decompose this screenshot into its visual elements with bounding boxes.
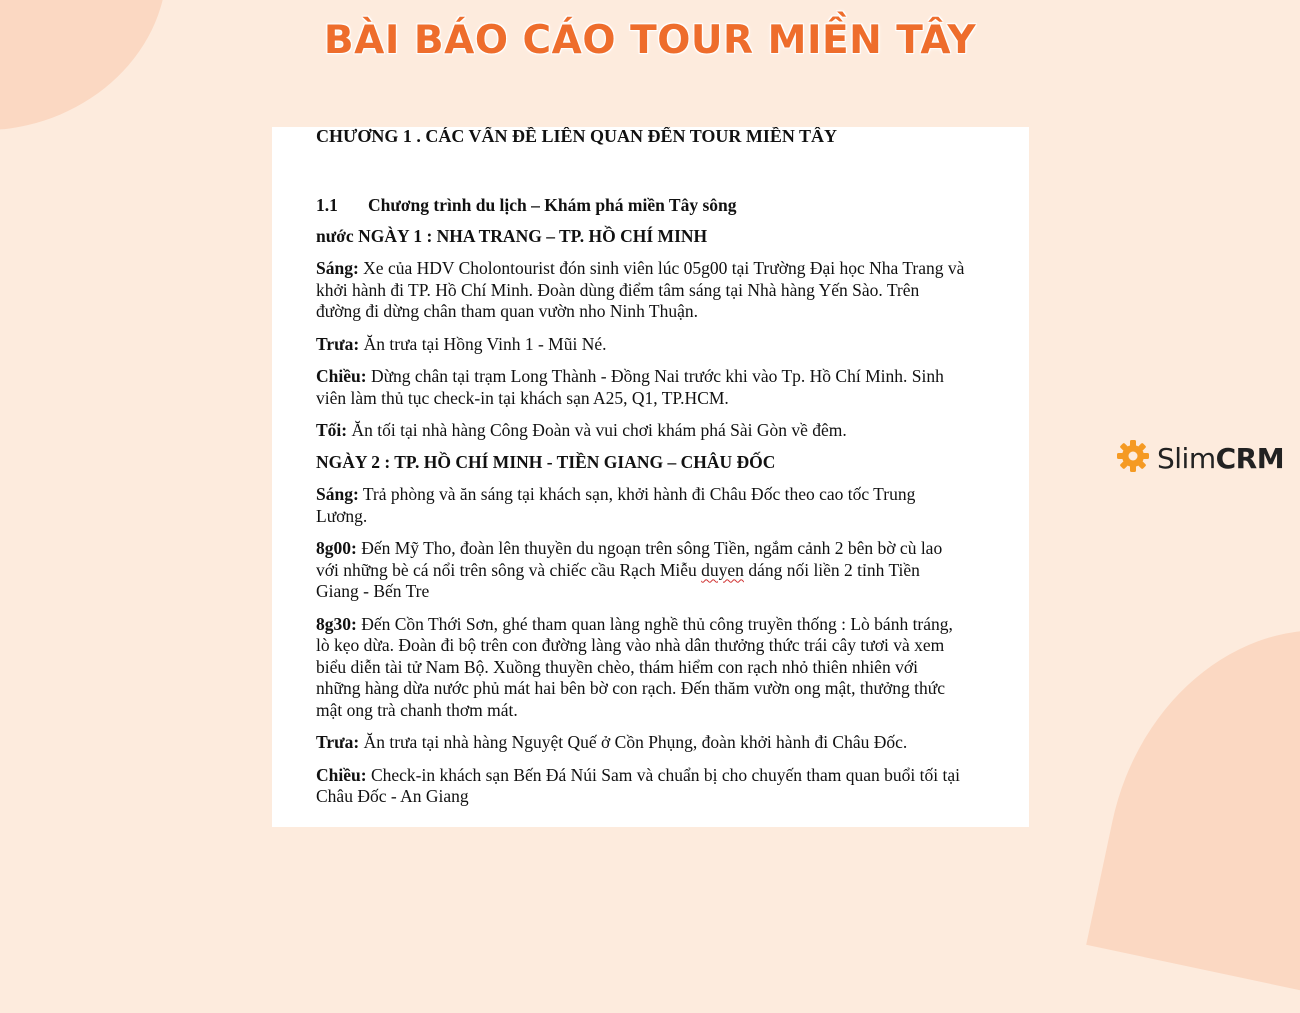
decorative-blob-bottom-right — [1086, 593, 1300, 1013]
day1-noon-text: Ăn trưa tại Hồng Vinh 1 - Mũi Né. — [359, 333, 607, 354]
day2-noon-paragraph — [316, 732, 966, 754]
page-title: BÀI BÁO CÁO TOUR MIỀN TÂY — [323, 18, 977, 63]
chapter-heading: CHƯƠNG 1 . CÁC VẤN ĐỀ LIÊN QUAN ĐẾN TOUR MIỀN TÂY — [316, 127, 838, 146]
day2-morning-text: Trả phòng và ăn sáng tại khách sạn, khởi hành đi Châu Đốc theo cao tốc Trung Lương. — [316, 484, 916, 526]
day1-noon-label: Trưa: — [316, 333, 360, 354]
day2-noon-text: Ăn trưa tại nhà hàng Nguyệt Quế ở Cồn Phụng, đoàn khởi hành đi Châu Đốc. — [359, 732, 908, 752]
day2-morning-paragraph — [316, 484, 966, 527]
section-title: Chương trình du lịch – Khám phá miền Tây sông — [368, 195, 737, 215]
day2-8g30-text: Đến Cồn Thới Sơn, ghé tham quan làng nghề thủ công truyền thống : Lò bánh tráng, lò kẹo dừa. Đoàn đi bộ trên con đường làng vào nhà dân thưởng thức trái cây tươi và xem biểu diễn tài tử Nam Bộ. Xuồng thuyền chèo, thám hiểm con rạch nhỏ thiên nhiên với những hàng dừa nước phủ mát hai bên bờ con rạch. Đến thăm vườn ong mật, thưởng thức mật ong trà chanh thơm mát. — [316, 613, 953, 720]
day2-afternoon-text: Check-in khách sạn Bến Đá Núi Sam và chuẩn bị cho chuyến tham quan buổi tối tại Châu Đốc - An Giang — [316, 764, 960, 806]
logo-text-bold: CRM — [1215, 441, 1285, 475]
day1-afternoon-text: Dừng chân tại trạm Long Thành - Đồng Nai trước khi vào Tp. Hồ Chí Minh. Sinh viên làm thủ tục check-in tại khách sạn A25, Q1, TP.HCM. — [316, 366, 944, 408]
day2-8g30-paragraph — [316, 614, 966, 722]
day1-morning-text: Xe của HDV Cholontourist đón sinh viên lúc 05g00 tại Trường Đại học Nha Trang và khởi hành đi TP. Hồ Chí Minh. Đoàn dùng điểm tâm sáng tại Nhà hàng Yến Sào. Trên đường đi dừng chân tham quan vườn nho Ninh Thuận. — [316, 258, 965, 321]
day2-8g00-text-end: dáng nối liền 2 tỉnh Tiền Giang - Bến Tre — [316, 559, 920, 601]
slimcrm-logo — [1115, 438, 1284, 478]
day2-8g00-paragraph — [316, 538, 966, 603]
day2-afternoon-label: Chiều: — [316, 764, 367, 785]
logo-text — [1157, 442, 1284, 475]
gear-icon — [1115, 438, 1151, 479]
day1-evening-text: Ăn tối tại nhà hàng Công Đoàn và vui chơi khám phá Sài Gòn về đêm. — [347, 420, 847, 440]
day2-8g00-text: Đến Mỹ Tho, đoàn lên thuyền du ngoạn trên sông Tiền, ngắm cảnh 2 bên bờ cù lao với những bè cá nổi trên sông và chiếc cầu Rạch Miễu — [316, 538, 943, 580]
day1-evening-label: Tối: — [316, 420, 348, 440]
day2-8g00-label: 8g00: — [316, 538, 357, 558]
day1-morning-label: Sáng: — [316, 258, 359, 278]
day2-afternoon-paragraph — [316, 765, 966, 808]
day1-morning-paragraph — [316, 258, 966, 323]
document-body — [316, 127, 966, 808]
day2-noon-label: Trưa: — [316, 732, 360, 752]
day2-morning-label: Sáng: — [316, 484, 359, 504]
day2-heading: NGÀY 2 : TP. HỒ CHÍ MINH - TIỀN GIANG – CHÂU ĐỐC — [316, 451, 776, 472]
day1-evening-paragraph — [316, 420, 966, 442]
section-heading — [316, 195, 966, 217]
day1-afternoon-label: Chiều: — [316, 366, 367, 386]
day1-afternoon-paragraph — [316, 366, 966, 409]
logo-text-regular: Slim — [1157, 441, 1216, 475]
spellcheck-word: duyen — [701, 559, 744, 580]
section-number: 1.1 — [316, 195, 338, 215]
day1-heading: nước NGÀY 1 : NHA TRANG – TP. HỒ CHÍ MINH — [316, 225, 708, 246]
day1-noon-paragraph — [316, 334, 966, 356]
day2-8g30-label: 8g30: — [316, 613, 357, 634]
document-page — [272, 127, 1029, 827]
